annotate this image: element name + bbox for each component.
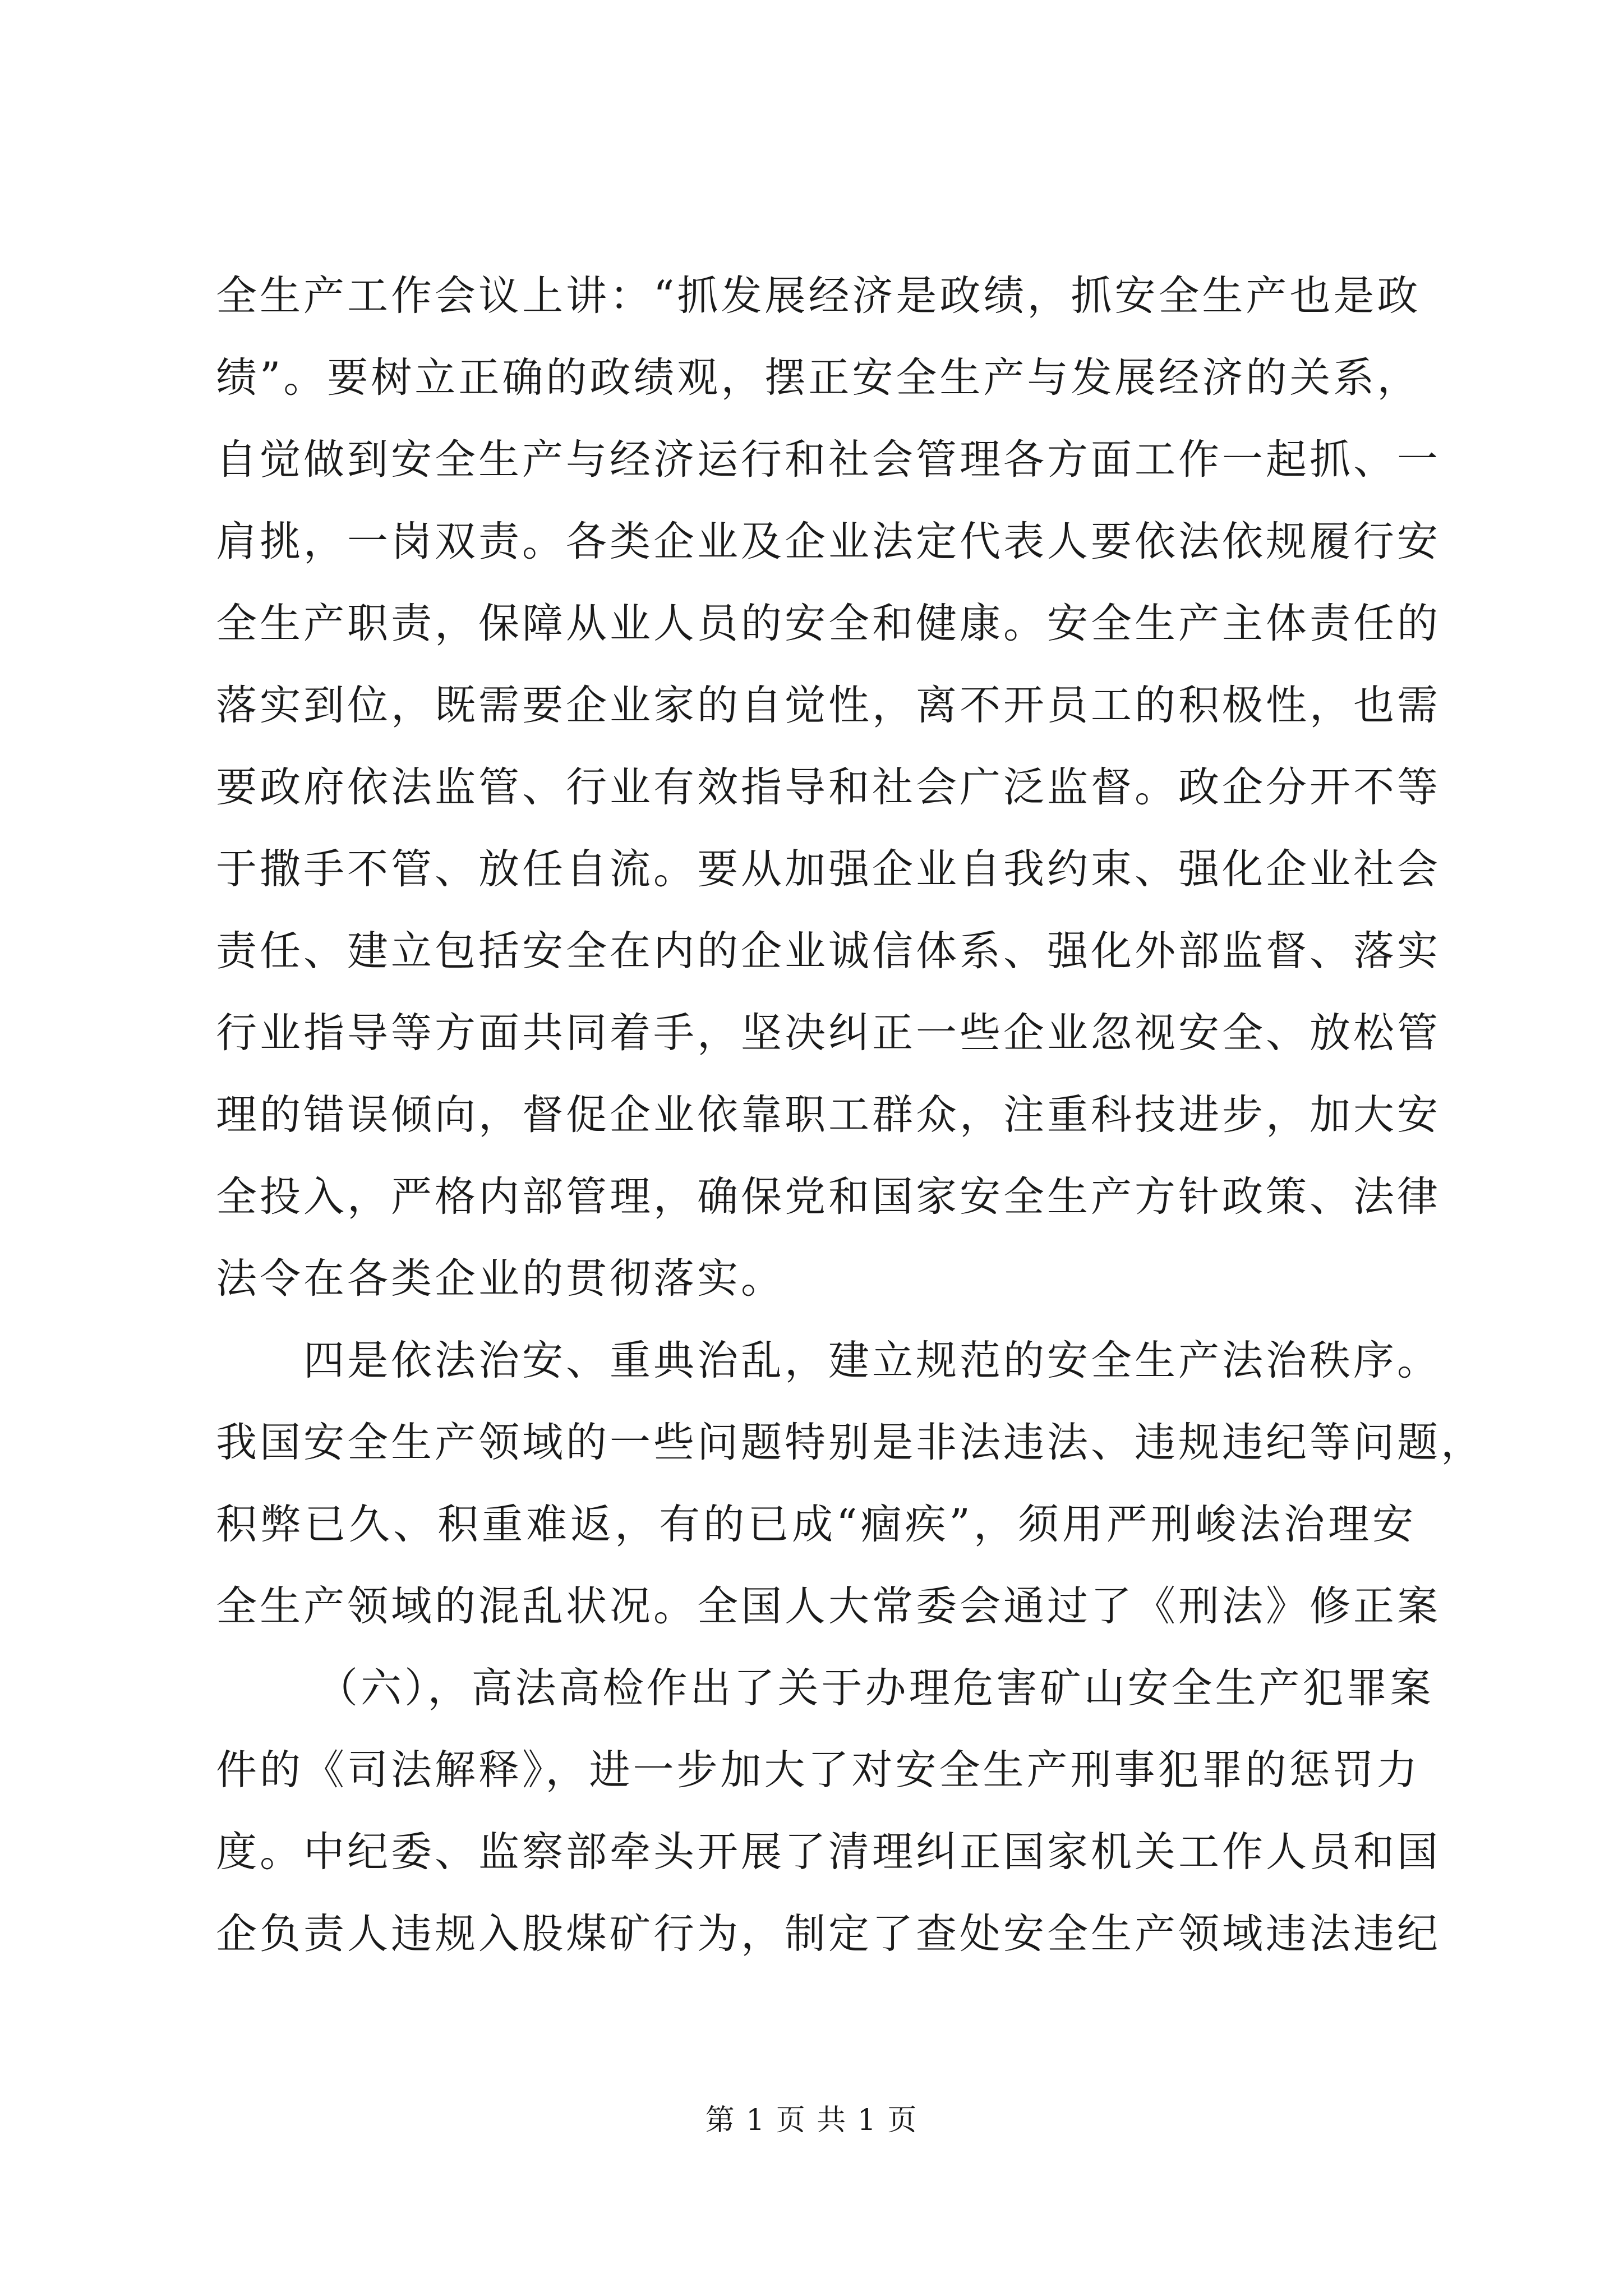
text-line: 全生产职责，保障从业人员的安全和健康。安全生产主体责任的 xyxy=(216,600,1441,647)
text-line: 理的错误倾向，督促企业依靠职工群众，注重科技进步，加大安 xyxy=(216,1091,1441,1139)
text-line: 于撒手不管、放任自流。要从加强企业自我约束、强化企业社会 xyxy=(216,845,1441,893)
text-line: 全生产领域的混乱状况。全国人大常委会通过了《刑法》修正案 xyxy=(216,1582,1441,1630)
text-line: 肩挑，一岗双责。各类企业及企业法定代表人要依法依规履行安 xyxy=(216,518,1441,565)
text-line: 全投入，严格内部管理，确保党和国家安全生产方针政策、法律 xyxy=(216,1173,1441,1221)
text-line: 落实到位，既需要企业家的自觉性，离不开员工的积极性，也需 xyxy=(216,682,1441,729)
text-line: 我国安全生产领域的一些问题特别是非法违法、违规违纪等问题， xyxy=(216,1419,1484,1466)
text-line: 绩”。要树立正确的政绩观，摆正安全生产与发展经济的关系， xyxy=(216,354,1421,402)
text-line: 积弊已久、积重难返，有的已成“痼疾”，须用严刑峻法治理安 xyxy=(216,1501,1416,1548)
text-line: 责任、建立包括安全在内的企业诚信体系、强化外部监督、落实 xyxy=(216,927,1441,975)
body-text xyxy=(216,255,1484,1975)
text-line: 度。中纪委、监察部牵头开展了清理纠正国家机关工作人员和国 xyxy=(216,1828,1441,1876)
text-line: 行业指导等方面共同着手，坚决纠正一些企业忽视安全、放松管 xyxy=(216,1009,1441,1057)
text-line: 法令在各类企业的贯彻落实。 xyxy=(216,1255,785,1303)
text-line: 自觉做到安全生产与经济运行和社会管理各方面工作一起抓、一 xyxy=(216,436,1441,484)
text-line: 件的《司法解释》，进一步加大了对安全生产刑事犯罪的惩罚力 xyxy=(216,1746,1421,1794)
text-line: （六），高法高检作出了关于办理危害矿山安全生产犯罪案 xyxy=(317,1664,1434,1712)
text-line: 要政府依法监管、行业有效指导和社会广泛监督。政企分开不等 xyxy=(216,763,1441,811)
text-line: 全生产工作会议上讲：“抓发展经济是政绩，抓安全生产也是政 xyxy=(216,272,1421,320)
text-line: 企负责人违规入股煤矿行为，制定了查处安全生产领域违法违纪 xyxy=(216,1910,1441,1958)
page-footer: 第 1 页 共 1 页 xyxy=(705,2104,918,2137)
paragraph-start-line: 四是依法治安、重典治乱，建立规范的安全生产法治秩序。 xyxy=(303,1337,1441,1384)
